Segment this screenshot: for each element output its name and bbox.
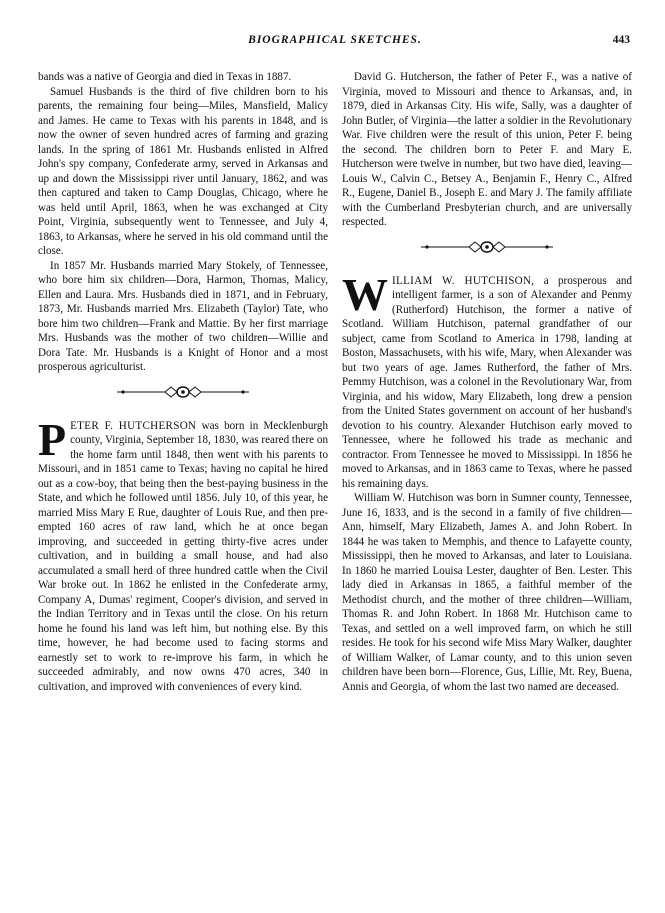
paragraph-continued: bands was a native of Georgia and died in Texas in 1887. bbox=[38, 71, 292, 83]
drop-cap: W bbox=[342, 268, 388, 320]
page-header bbox=[40, 34, 630, 50]
drop-cap: P bbox=[38, 413, 67, 465]
subject-name: ETER F. HUTCHERSON bbox=[70, 419, 197, 432]
page-number: 443 bbox=[612, 34, 630, 46]
biography-peter-hutcherson bbox=[38, 413, 328, 695]
paragraph-samuel-husbands: Samuel Husbands is the third of five children born to his parents, the remaining four being—Miles, Mansfield, Malicy and James. He came to Texas with his parents in 1848, and is now the owner of seven hundred acres of farming and grazing lands. In the spring of 1861 Mr. Husbands enlisted in Alfred John's spy company, Confederate army, served in Arkansas and up and down the Mississippi river until January, 1862, and was then captured and taken to Camp Douglas, Chicago, where he was held until April, 1863, when he was exchanged at City Point, Virginia, subsequently went to Tennessee, and July 4, 1863, to Arkansas, where he served in his old command until the close. bbox=[38, 85, 328, 257]
running-title: BIOGRAPHICAL SKETCHES. bbox=[248, 34, 422, 46]
paragraph-marriages: In 1857 Mr. Husbands married Mary Stokely, of Tennessee, who bore him six children—Dora, Harmon, Thomas, Malicy, Ellen and Laura. Mrs. Husbands died in 1871, and in February, 1873, Mr. Husbands married Mrs. Elizabeth (Taylor) Tate, who bore him two children—Frank and Mattie. By her first marriage Mrs. Husbands was the mother of two children—Willie and Dora Tate. Mr. Husbands is a Knight of Honor and a most prosperous agriculturist. bbox=[38, 259, 328, 373]
left-column bbox=[38, 70, 328, 694]
section-divider-ornament bbox=[38, 379, 328, 405]
paragraph-david-hutcherson: David G. Hutcherson, the father of Peter F., was a native of Virginia, moved to Missouri and thence to Arkansas, and, in 1879, died in Arkansas City. His wife, Sally, was a daughter of John Butler, of Virginia—the latter a soldier in the Revolutionary War. Five children were the result of this union, Peter F. being the second. The children born to Peter F. and Mary E. Hutcherson were twelve in number, but two have died, leaving—Louis W., Calvin C., Betsey A., Benjamin F., Henry C., Alfred R., Eugene, Daniel B., Joseph E. and Mary J. The family affiliate with the Cumberland Presbyterian church, and are universally respected. bbox=[342, 71, 632, 228]
biography-text: was born in Mecklenburgh county, Virginia, September 18, 1830, was reared there on the home farm until 1848, then went with his parents to Missouri, and in 1851 came to Texas; having no capital he hired out as a cow-boy, that being then the best-paying business in the State, and which he followed until 1856. July 10, of this year, he married Miss Mary E Rue, daughter of Louis Rue, and then pre-empted 160 acres of raw land, which he at once began improving, and succeeded in getting thirty-five acres under cultivation, and in building a small house, and had also accumulated a small herd of three hundred cattle when the Civil War broke out. In 1862 he enlisted in the Confederate army, Company A, Dumas' regiment, Cooper's division, and served in the Indian Territory and in Texas until the close. On his return home he found his land was left him, but nothing else. By this time, however, he had become used to facing storms and earnestly set to work to re-improve his farm, in which he succeeded admirably, and now owns 470 acres, 340 in cultivation, and improved with conveniences of every kind. bbox=[38, 419, 328, 693]
right-column bbox=[342, 70, 632, 694]
biography-william-hutchison bbox=[342, 268, 632, 492]
section-divider-ornament bbox=[342, 234, 632, 260]
subject-name: ILLIAM W. HUTCHISON, bbox=[392, 274, 535, 287]
biography-text: a prosperous and intelligent farmer, is a son of Alexander and Penmy (Rutherford) Hutchison, the former a native of Scotland. William Hutchison, paternal grandfather of our subject, came from Scotland to America in 1798, landing at Boston, Massachusets, with his wife, Mary, when Alexander was but two years of age. James Rutherford, the father of Mrs. Pemmy Hutchison, was a colonel in the Revolutionary War, from Virginia, and his widow, Mary Elizabeth, long drew a pension from the United States government on account of her husband's devotion to his country. Alexander Hutchison early moved to Tennessee, where he followed his trade as mechanic and contractor. From Tennessee he moved to Mississippi. In 1856 he moved to Arkansas, and in 1863 came to Texas, where he passed his remaining days. bbox=[342, 274, 632, 490]
paragraph-william-early-life: William W. Hutchison was born in Sumner county, Tennessee, June 16, 1833, and is the second in a family of five children—Ann, himself, Mary Elizabeth, James A. and John Robert. In 1844 he was taken to Memphis, and thence to Lafayette county, Mississippi, then he moved to Arkansas, and later to Louisiana. In 1860 he married Louisa Lester, daughter of Ben. Lester. This lady died in Arkansas in 1865, a faithful member of the Methodist church, and the mother of three children—William, Thomas R. and John Robert. In 1868 Mr. Hutchison came to Texas, and settled on a well improved farm, on which he still resides. He took for his second wife Miss Mary Walker, daughter of William Walker, of Lamar county, and to this union seven children have been born—Florence, Gus, Lillie, Mt. Rey, Buena, Annis and Georgia, of whom the last two named are deceased. bbox=[342, 492, 632, 693]
